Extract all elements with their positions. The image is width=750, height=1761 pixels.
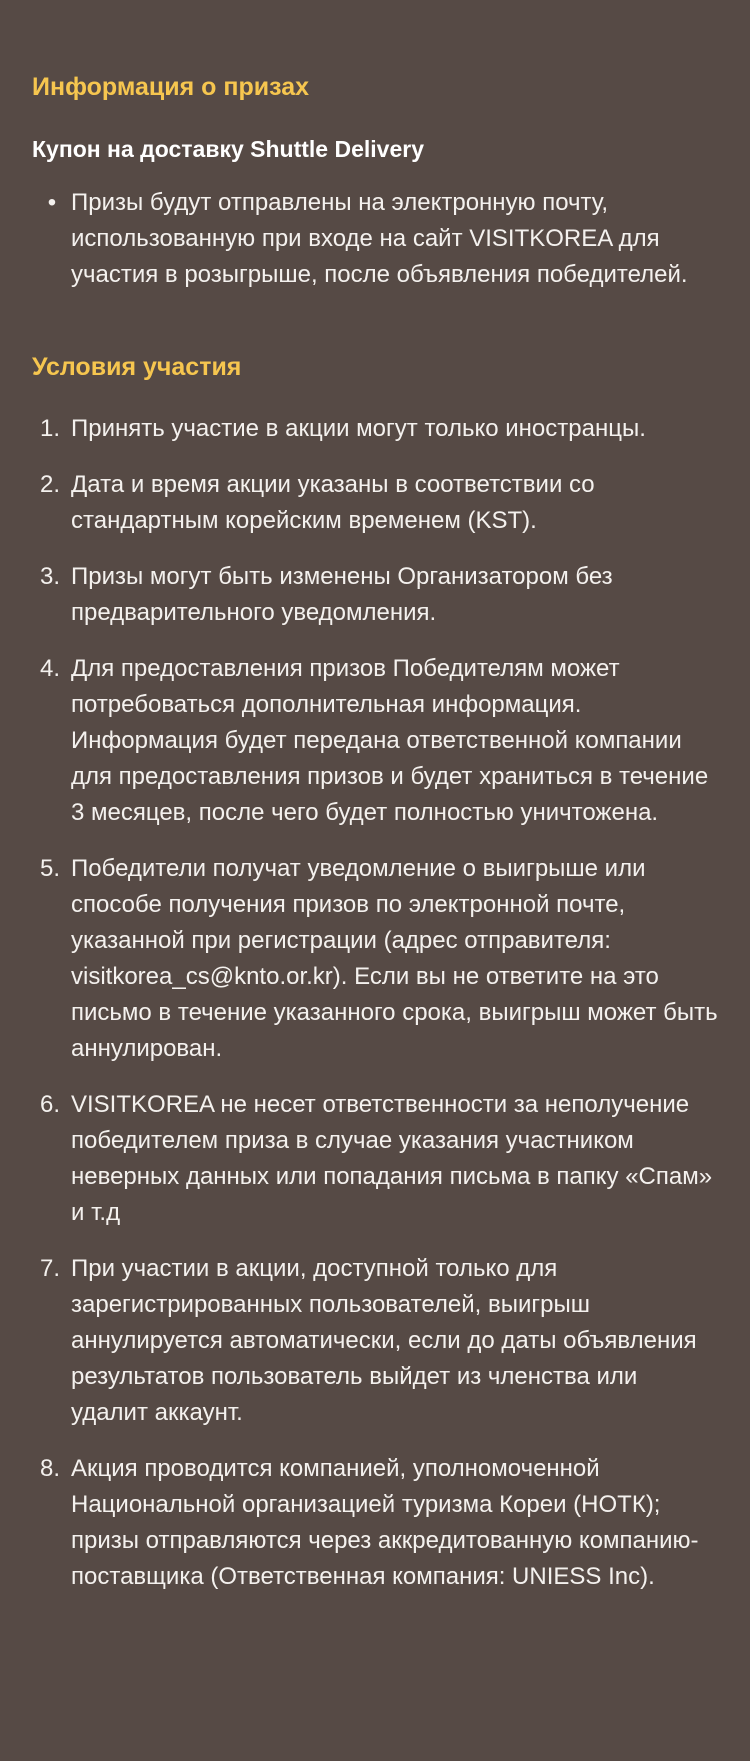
condition-number: 7. [40,1255,61,1282]
prize-bullet-text: Призы будут отправлены на электронную почту, использованную при входе на сайт VISITKOREA для участия в розыгрыше, после объявления победителей. [71,189,688,288]
prize-subheading: Купон на доставку Shuttle Delivery [32,136,424,162]
condition-number: 5. [40,855,61,882]
condition-item [32,1251,718,1431]
condition-number: 1. [40,415,61,442]
condition-text: VISITKOREA не несет ответственности за неполучение победителем приза в случае указания участником неверных данных или попадания письма в папку «Спам» и т.д [71,1091,713,1226]
condition-text: Для предоставления призов Победителям может потребоваться дополнительная информация. Информация будет передана ответственной компании для предоставления призов и будет храниться в течение 3 месяцев, после чего будет полностью уничтожена. [71,655,709,826]
condition-number: 4. [40,655,61,682]
condition-number: 3. [40,563,61,590]
condition-number: 2. [40,471,61,498]
condition-item [32,851,718,1067]
bullet-icon: • [47,189,57,216]
prize-bullet-list [32,185,718,293]
condition-text: Победители получат уведомление о выигрыше или способе получения призов по электронной почте, указанной при регистрации (адрес отправителя: visitkorea_cs@knto.or.kr). Если вы не ответите на это письмо в течение указанного срока, выигрыш может быть аннулирован. [71,855,718,1062]
condition-item [32,559,718,631]
condition-item [32,651,718,831]
participation-conditions-section [32,352,718,1595]
condition-text: Дата и время акции указаны в соответствии со стандартным корейским временем (KST). [71,471,595,534]
condition-number: 6. [40,1091,61,1118]
condition-text: При участии в акции, доступной только для зарегистрированных пользователей, выигрыш аннулируется автоматически, если до даты объявления результатов пользователь выйдет из членства или удалит аккаунт. [71,1255,697,1426]
condition-item [32,411,718,447]
condition-number: 8. [40,1455,61,1482]
condition-text: Призы могут быть изменены Организатором без предварительного уведомления. [71,563,613,626]
condition-item [32,467,718,539]
condition-item [32,1087,718,1231]
participation-conditions-title: Условия участия [32,353,242,381]
prize-info-title: Информация о призах [32,73,310,101]
condition-text: Принять участие в акции могут только иностранцы. [71,415,646,442]
prize-bullet-item [32,185,718,293]
condition-text: Акция проводится компанией, уполномоченной Национальной организацией туризма Кореи (НОТК); призы отправляются через аккредитованную компанию-поставщика (Ответственная компания: UNIESS Inc). [71,1455,699,1590]
condition-item [32,1451,718,1595]
prize-info-section [32,72,718,293]
conditions-list [32,411,718,1595]
